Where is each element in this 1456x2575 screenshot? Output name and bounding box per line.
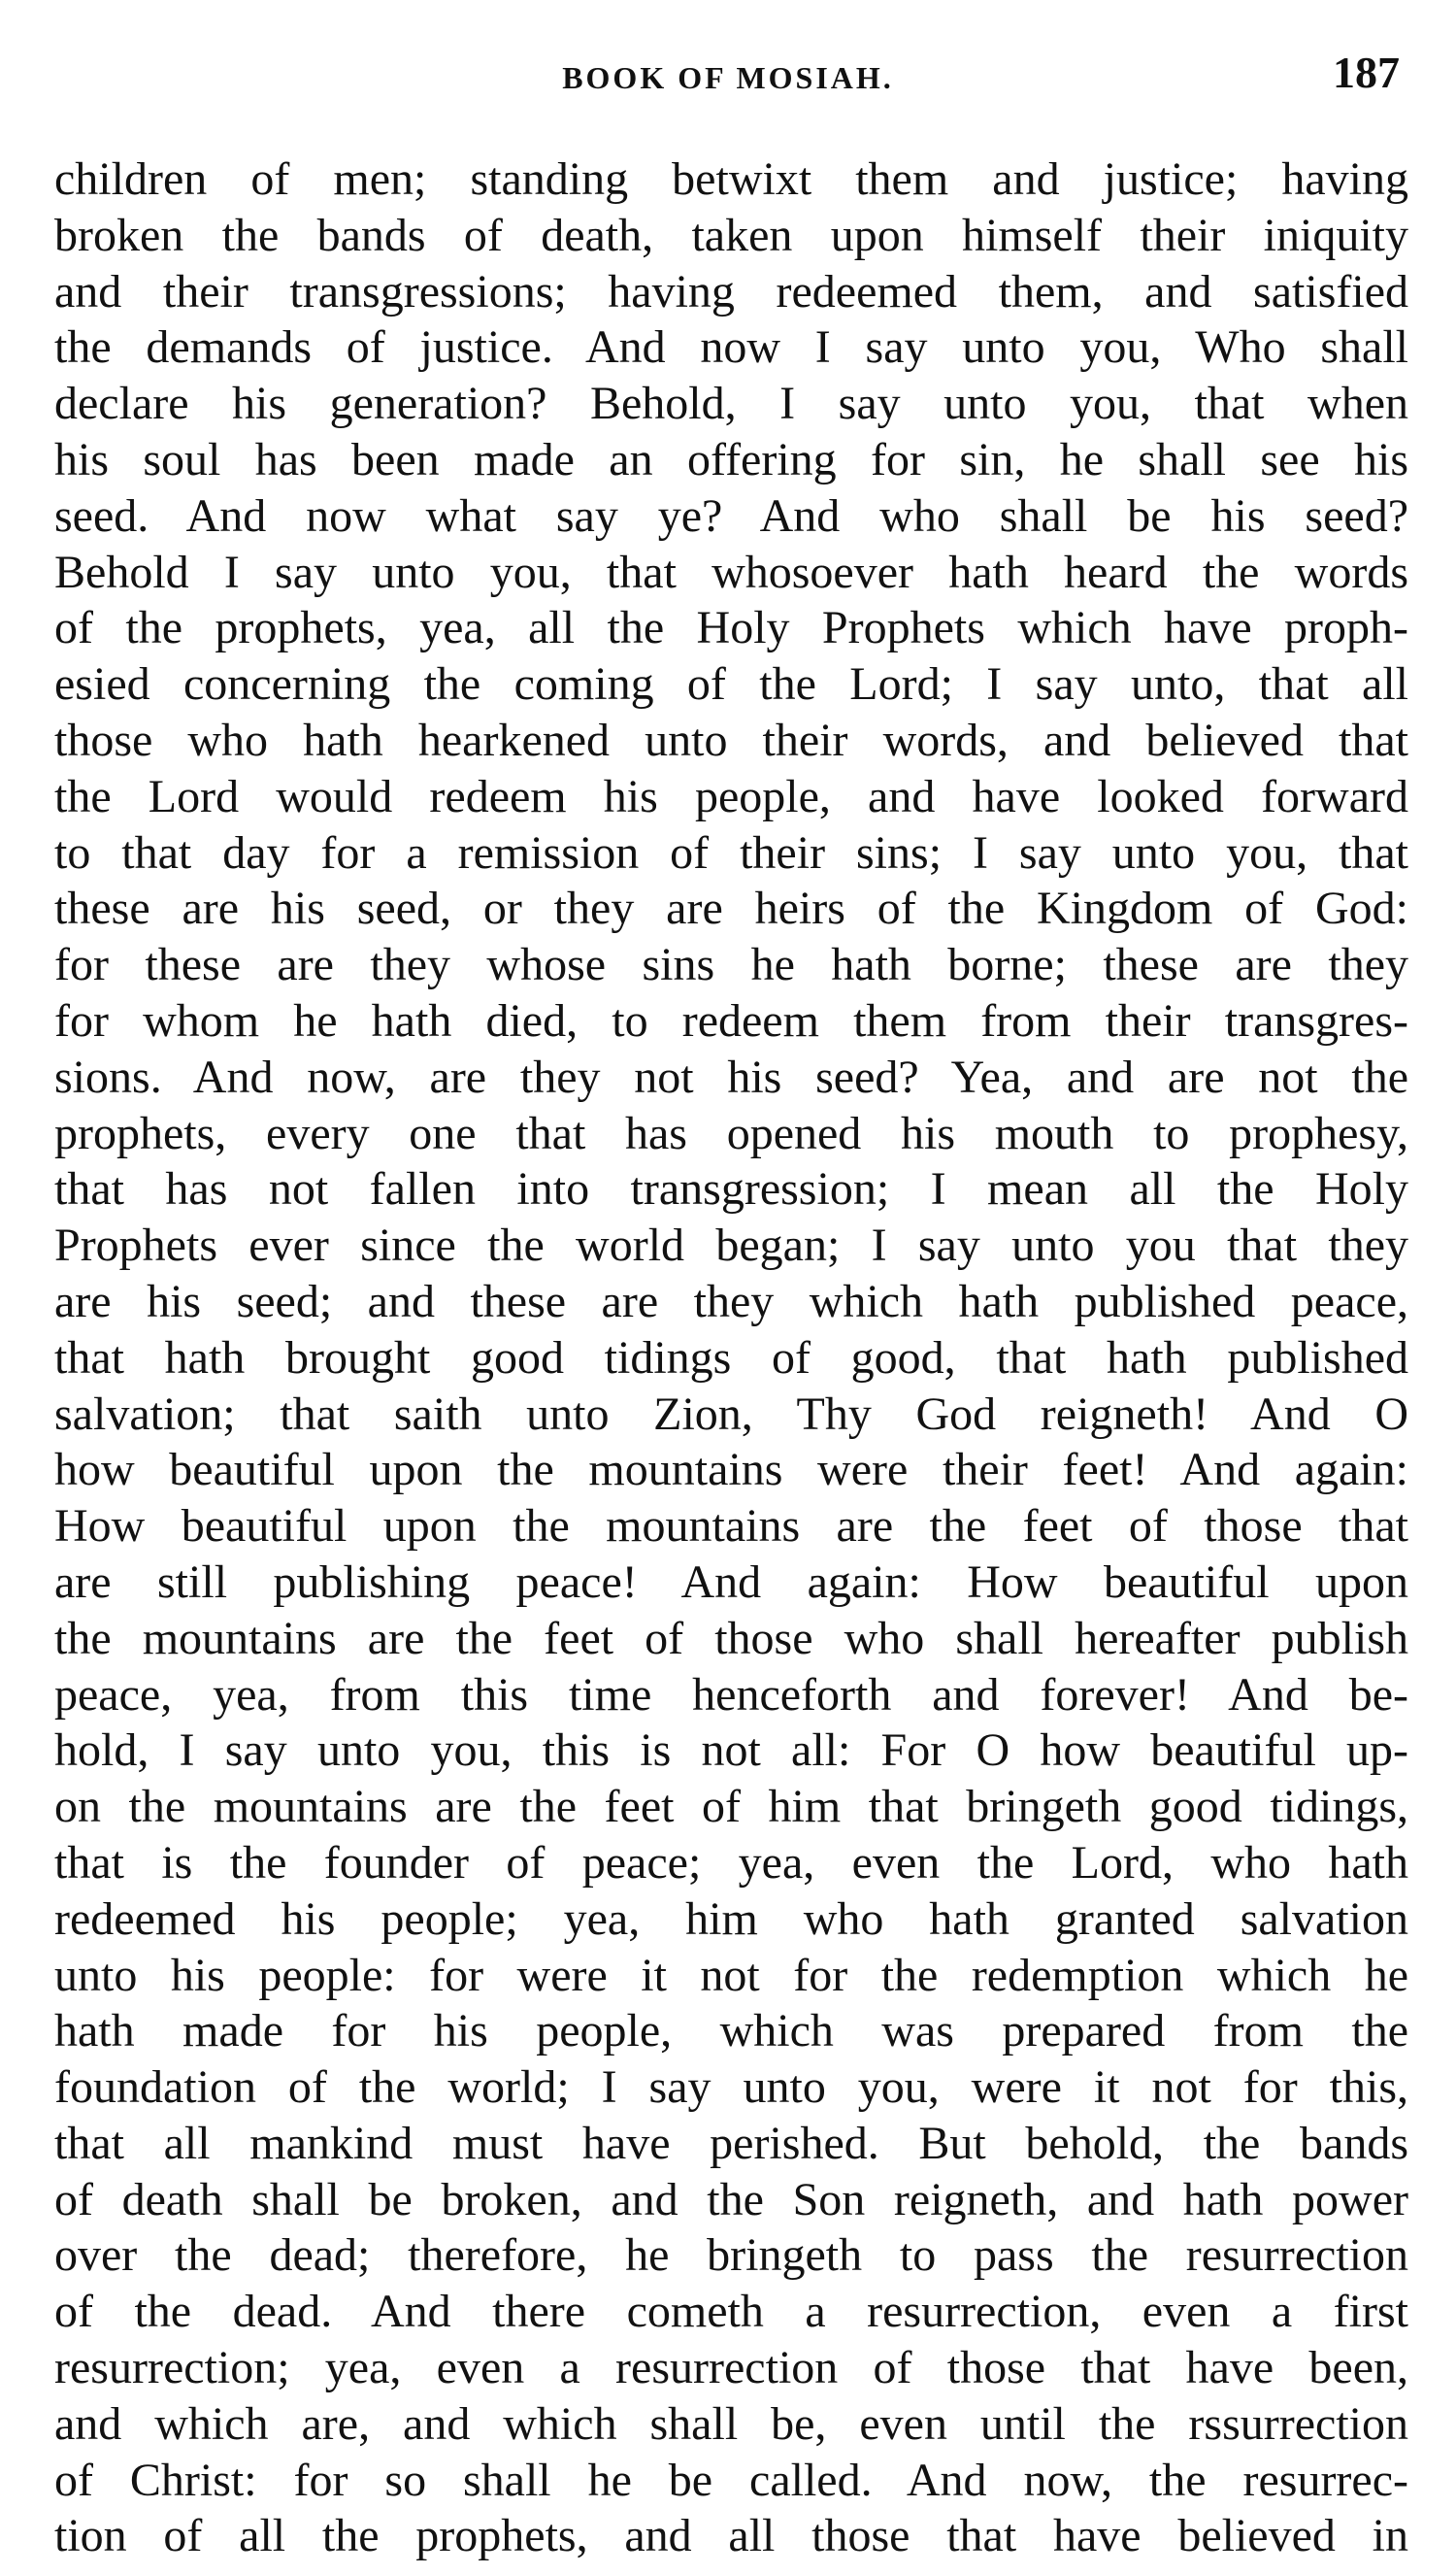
text-line: hold, I say unto you, this is not all: For O how beautiful up- (54, 1724, 1408, 1777)
text-line: for these are they whose sins he hath borne; these are they (54, 939, 1408, 991)
text-line: Prophets ever since the world began; I say unto you that they (54, 1220, 1408, 1272)
text-line: broken the bands of death, taken upon himself their iniquity (54, 209, 1408, 261)
running-title: BOOK OF MOSIAH. (562, 60, 894, 95)
text-line: of the dead. And there cometh a resurrection, even a first (54, 2286, 1408, 2338)
text-line: that has not fallen into transgression; I mean all the Holy (54, 1163, 1408, 1216)
text-line: to that day for a remission of their sins; I say unto you, that (54, 826, 1408, 879)
text-line: his soul has been made an offering for sin, he shall see his (54, 433, 1408, 485)
text-line: redeemed his people; yea, him who hath granted salvation (54, 1892, 1408, 1945)
text-line: and their transgressions; having redeemed them, and satisfied (54, 265, 1408, 318)
text-line: the Lord would redeem his people, and have looked forward (54, 770, 1408, 822)
text-line: are his seed; and these are they which hath published peace, (54, 1275, 1408, 1327)
text-line: sions. And now, are they not his seed? Yea, and are not the (54, 1051, 1408, 1103)
text-line: for whom he hath died, to redeem them from their transgres- (54, 994, 1408, 1047)
text-line: tion of all the prophets, and all those that have believed in (54, 2510, 1408, 2562)
text-line: those who hath hearkened unto their words, and believed that (54, 714, 1408, 766)
text-line: Behold I say unto you, that whosoever hath heard the words (54, 546, 1408, 598)
text-line: seed. And now what say ye? And who shall be his seed? (54, 489, 1408, 542)
text-line: are still publishing peace! And again: How beautiful upon (54, 1555, 1408, 1608)
text-line: the demands of justice. And now I say unto you, Who shall (54, 321, 1408, 374)
running-head (0, 47, 1456, 115)
text-line: of the prophets, yea, all the Holy Prophets which have proph- (54, 602, 1408, 654)
text-line: How beautiful upon the mountains are the feet of those that (54, 1500, 1408, 1553)
text-line: that hath brought good tidings of good, that hath published (54, 1331, 1408, 1384)
text-line: the mountains are the feet of those who shall hereafter publish (54, 1612, 1408, 1664)
body-text (54, 151, 1408, 2564)
text-line: of Christ: for so shall he be called. And now, the resurrec- (54, 2454, 1408, 2506)
text-line: esied concerning the coming of the Lord; I say unto, that all (54, 658, 1408, 711)
text-line: foundation of the world; I say unto you, were it not for this, (54, 2061, 1408, 2114)
text-line: prophets, every one that has opened his mouth to prophesy, (54, 1107, 1408, 1159)
text-line: that is the founder of peace; yea, even the Lord, who hath (54, 1836, 1408, 1889)
page-number: 187 (1333, 48, 1400, 97)
text-line: peace, yea, from this time henceforth and forever! And be- (54, 1668, 1408, 1721)
text-line: declare his generation? Behold, I say unto you, that when (54, 378, 1408, 430)
text-line: resurrection; yea, even a resurrection of those that have been, (54, 2342, 1408, 2394)
text-line: children of men; standing betwixt them and justice; having (54, 153, 1408, 205)
text-line: and which are, and which shall be, even until the rssurrection (54, 2397, 1408, 2450)
text-line: unto his people: for were it not for the redemption which he (54, 1949, 1408, 2001)
text-line: over the dead; therefore, he bringeth to pass the resurrection (54, 2229, 1408, 2282)
text-line: salvation; that saith unto Zion, Thy God reigneth! And O (54, 1388, 1408, 1440)
text-line: on the mountains are the feet of him that bringeth good tidings, (54, 1781, 1408, 1833)
text-line: of death shall be broken, and the Son reigneth, and hath power (54, 2173, 1408, 2225)
text-line: hath made for his people, which was prepared from the (54, 2005, 1408, 2057)
text-line: these are his seed, or they are heirs of the Kingdom of God: (54, 883, 1408, 935)
text-line: how beautiful upon the mountains were their feet! And again: (54, 1444, 1408, 1496)
text-line: that all mankind must have perished. But behold, the bands (54, 2117, 1408, 2169)
